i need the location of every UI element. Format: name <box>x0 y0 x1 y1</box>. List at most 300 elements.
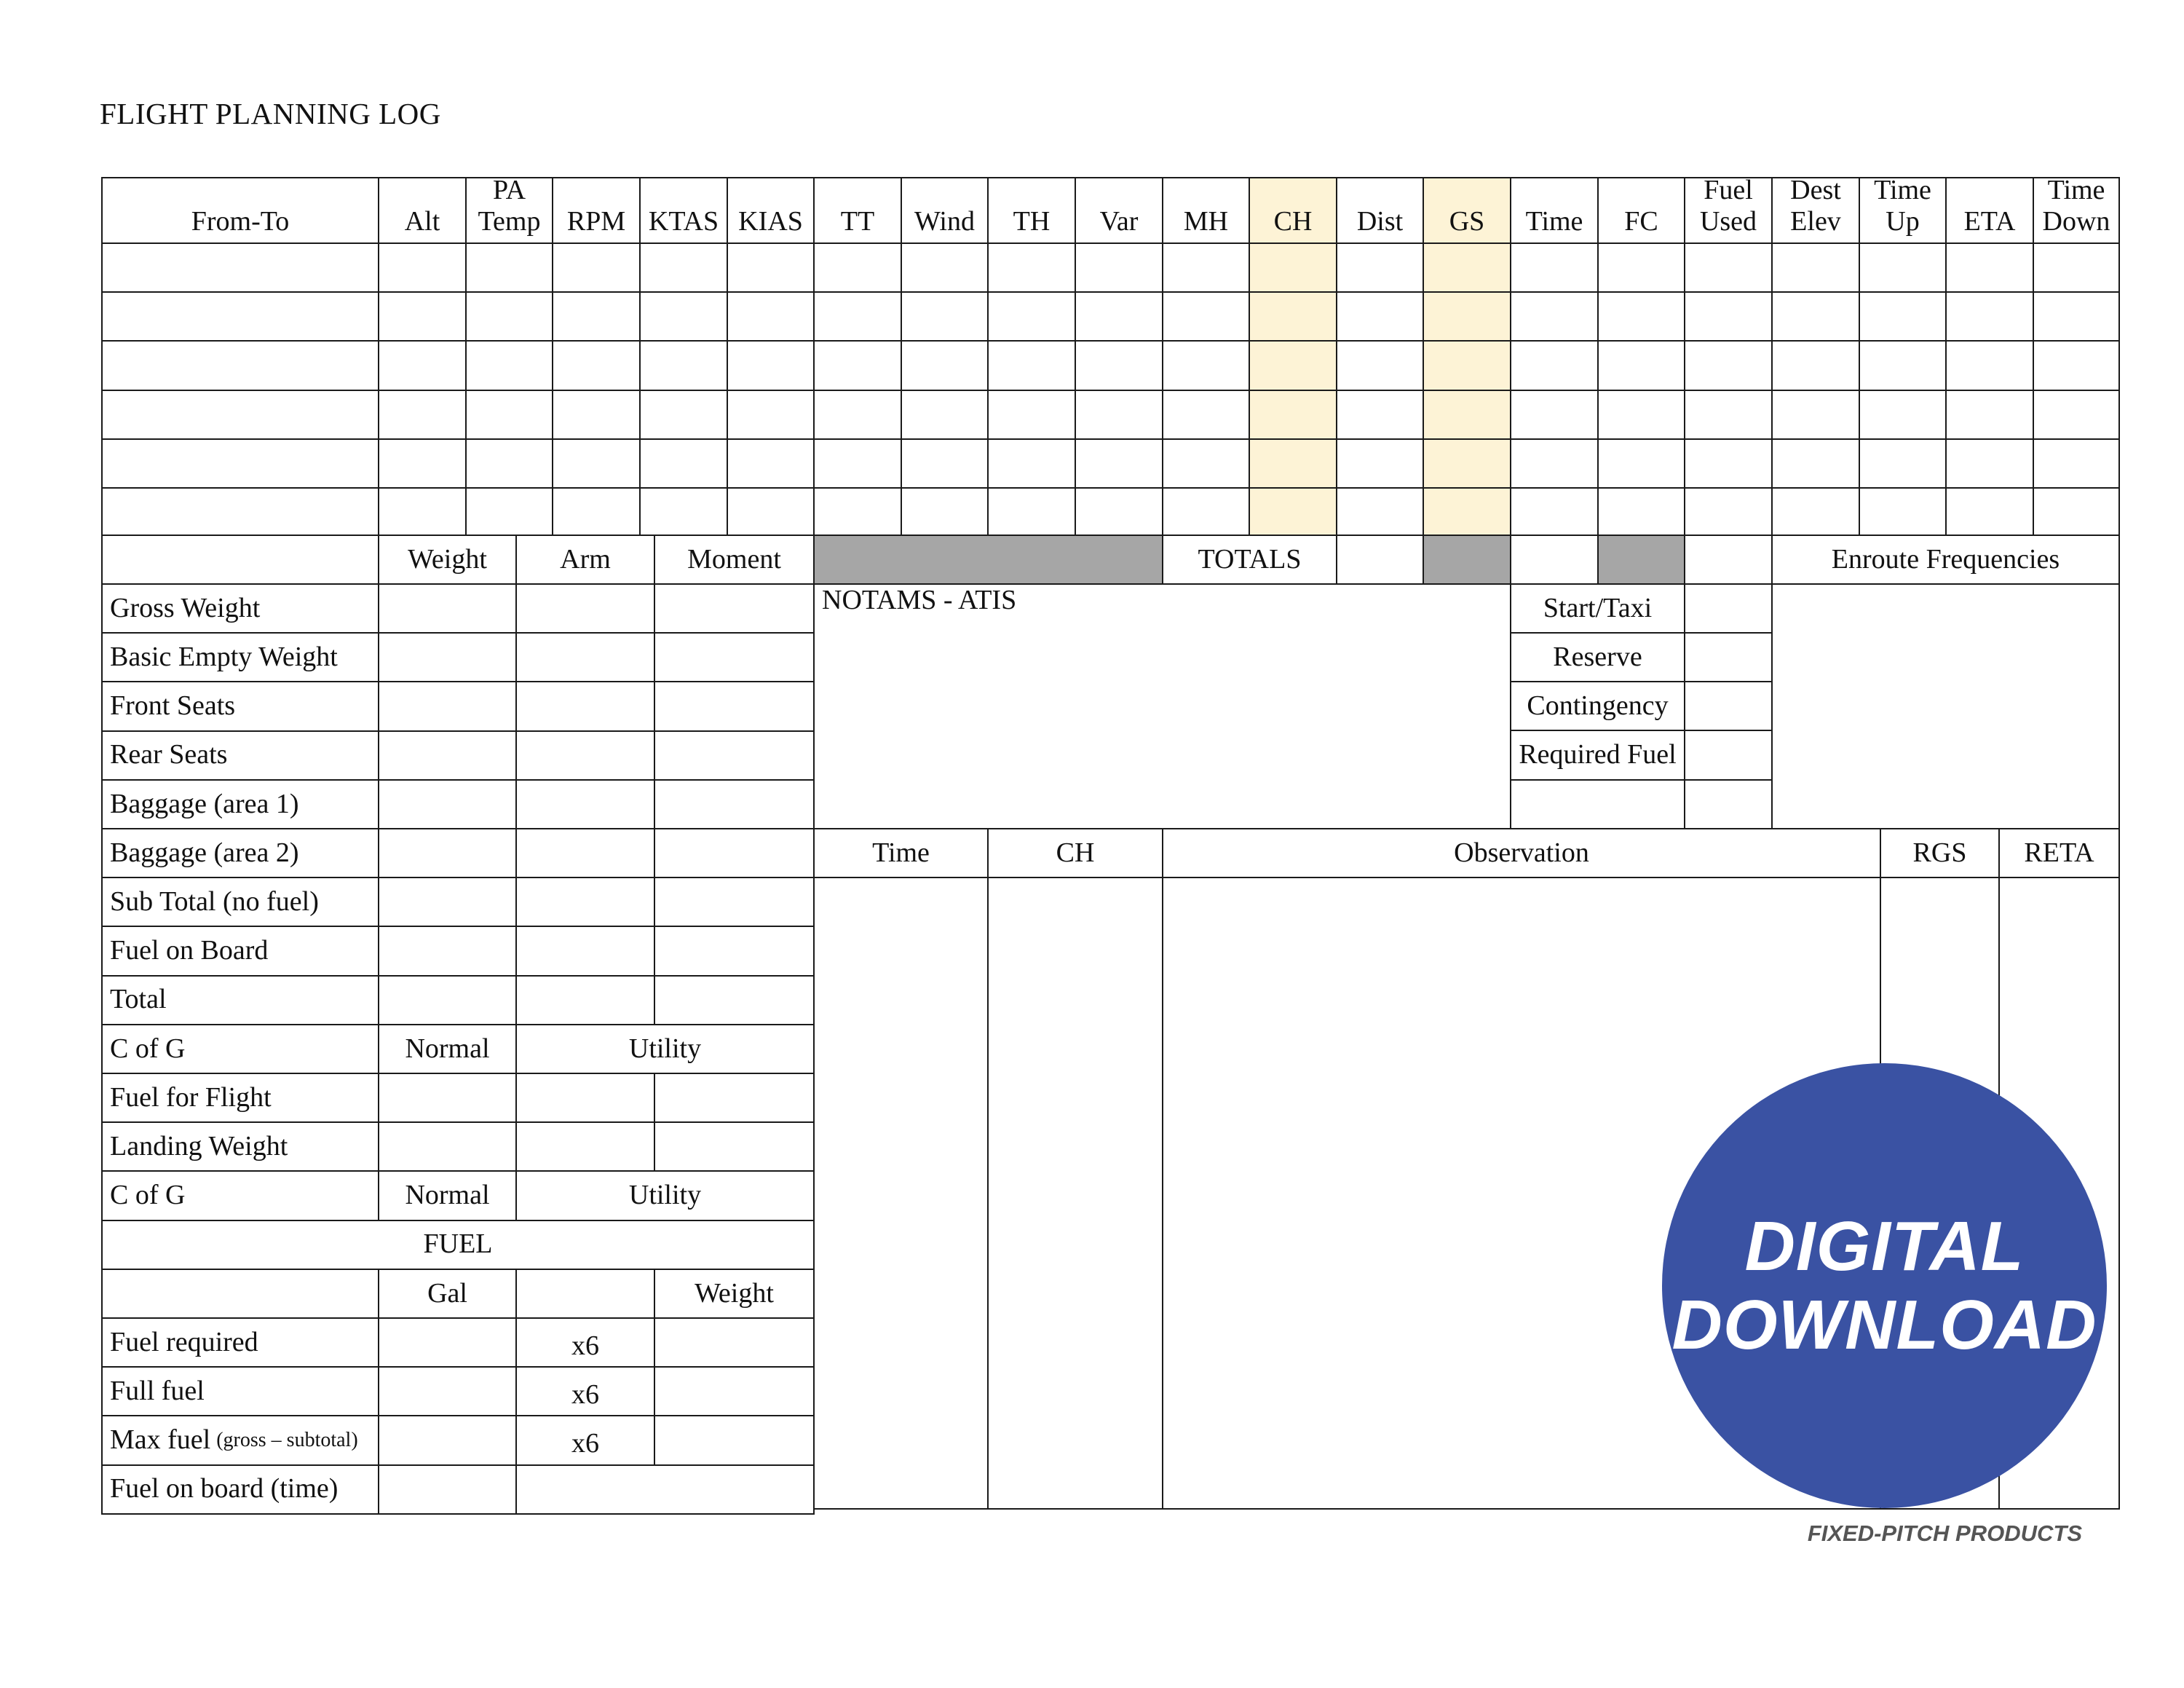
nav-entry-cell[interactable] <box>378 438 467 489</box>
fuel-plan-field[interactable] <box>1684 681 1773 731</box>
fuel-plan-label-blank <box>1510 779 1685 829</box>
nav-entry-cell[interactable] <box>1859 340 1947 390</box>
nav-entry-cell[interactable] <box>1945 340 2034 390</box>
nav-entry-cell[interactable] <box>639 390 728 440</box>
nav-entry-cell[interactable] <box>101 340 379 390</box>
nav-header-2 <box>465 177 553 244</box>
digital-download-badge <box>1662 1063 2107 1508</box>
nav-entry-cell[interactable] <box>1423 291 1511 342</box>
nav-entry-cell[interactable] <box>1162 487 1250 537</box>
nav-header-text <box>1700 177 1757 238</box>
fuel-plan-label-label: Reserve <box>1553 641 1642 672</box>
wb-row-label-label: Rear Seats <box>110 739 228 770</box>
nav-entry-cell[interactable] <box>1249 340 1337 390</box>
nav-entry-cell[interactable] <box>987 438 1076 489</box>
fuel-plan-label-label: Start/Taxi <box>1543 592 1653 623</box>
nav-entry-cell[interactable] <box>727 438 815 489</box>
nav-entry-cell[interactable] <box>552 340 641 390</box>
nav-entry-cell[interactable] <box>639 438 728 489</box>
nav-header-12 <box>1336 177 1424 244</box>
obs-header-3-label: RGS <box>1912 837 1967 868</box>
enroute-frequencies-box[interactable] <box>1771 583 2120 829</box>
obs-header-4 <box>1998 828 2120 878</box>
wb-arm-field[interactable] <box>515 583 655 634</box>
nav-entry-cell[interactable] <box>1597 340 1685 390</box>
nav-entry-cell[interactable] <box>1859 487 1947 537</box>
nav-entry-cell[interactable] <box>987 340 1076 390</box>
wb-moment-field[interactable] <box>654 583 815 634</box>
nav-header-16 <box>1684 177 1773 244</box>
nav-entry-cell[interactable] <box>1423 438 1511 489</box>
nav-entry-cell[interactable] <box>1684 438 1773 489</box>
nav-entry-cell[interactable] <box>2033 291 2120 342</box>
nav-entry-cell[interactable] <box>1336 242 1424 293</box>
wb-weight-field[interactable] <box>378 583 517 634</box>
nav-entry-cell[interactable] <box>1423 487 1511 537</box>
nav-entry-cell[interactable] <box>1597 291 1685 342</box>
nav-entry-cell[interactable] <box>987 242 1076 293</box>
nav-entry-cell[interactable] <box>813 487 902 537</box>
fuel-gal-field[interactable] <box>378 1317 517 1368</box>
wb-arm-field[interactable] <box>515 975 655 1025</box>
enroute-frequencies-label <box>1771 535 2120 585</box>
nav-entry-cell[interactable] <box>101 487 379 537</box>
fuel-multiplier <box>515 1366 655 1416</box>
nav-entry-cell[interactable] <box>2033 390 2120 440</box>
wb-moment-field[interactable] <box>654 632 815 682</box>
cg-utility <box>515 1024 815 1074</box>
obs-header-3 <box>1880 828 2000 878</box>
wb-moment-field[interactable] <box>654 681 815 731</box>
nav-entry-cell[interactable] <box>1597 390 1685 440</box>
nav-header-6 <box>813 177 902 244</box>
obs-column-0[interactable] <box>813 877 989 1510</box>
wb-row-label-label: Fuel for Flight <box>110 1081 272 1113</box>
nav-entry-cell[interactable] <box>1859 242 1947 293</box>
nav-entry-cell[interactable] <box>1510 390 1599 440</box>
enroute-frequencies-label-label: Enroute Frequencies <box>1831 543 2060 575</box>
nav-entry-cell[interactable] <box>378 390 467 440</box>
fuel-plan-label <box>1510 730 1685 781</box>
nav-header-text: KTAS <box>648 206 719 237</box>
nav-entry-cell[interactable] <box>101 438 379 489</box>
nav-entry-cell[interactable] <box>465 487 553 537</box>
fuel-title-label: FUEL <box>423 1228 493 1260</box>
wb-row-label <box>101 828 379 878</box>
cg-normal-label: Normal <box>405 1180 490 1211</box>
nav-entry-cell[interactable] <box>1249 291 1337 342</box>
fuel-multiplier <box>515 1415 655 1465</box>
nav-entry-cell[interactable] <box>1162 390 1250 440</box>
nav-entry-cell[interactable] <box>1510 291 1599 342</box>
nav-entry-cell[interactable] <box>1771 487 1860 537</box>
nav-header-text <box>1790 177 1841 238</box>
fuel-weight-field[interactable] <box>654 1415 815 1465</box>
nav-entry-cell[interactable] <box>465 390 553 440</box>
nav-header-text: Time <box>1525 206 1583 237</box>
total-time[interactable] <box>1510 535 1599 585</box>
wb-row-label <box>101 779 379 829</box>
nav-entry-cell[interactable] <box>2033 242 2120 293</box>
shaded-block <box>1597 535 1685 585</box>
fuel-title <box>101 1220 815 1270</box>
nav-entry-cell[interactable] <box>1771 438 1860 489</box>
shaded-block <box>813 535 1163 585</box>
nav-entry-cell[interactable] <box>639 291 728 342</box>
nav-entry-cell[interactable] <box>727 242 815 293</box>
nav-entry-cell[interactable] <box>813 291 902 342</box>
nav-header-line: Fuel <box>1704 177 1753 205</box>
nav-header-19 <box>1945 177 2034 244</box>
fuel-header-weight <box>654 1269 815 1319</box>
nav-header-18 <box>1859 177 1947 244</box>
brand-label: FIXED-PITCH PRODUCTS <box>1807 1521 2082 1546</box>
max-fuel-note: (gross – subtotal) <box>216 1428 358 1451</box>
wb-arm-field[interactable] <box>515 730 655 781</box>
wb-moment-field[interactable] <box>654 828 815 878</box>
nav-header-11 <box>1249 177 1337 244</box>
nav-entry-cell[interactable] <box>1075 242 1163 293</box>
wb-weight-field[interactable] <box>378 632 517 682</box>
nav-entry-cell[interactable] <box>2033 438 2120 489</box>
wb-weight-field[interactable] <box>378 730 517 781</box>
fuel-row-label <box>101 1366 379 1416</box>
nav-entry-cell[interactable] <box>1075 340 1163 390</box>
totals-label-label: TOTALS <box>1198 543 1302 575</box>
wb-row-label-label: Total <box>110 984 167 1015</box>
nav-entry-cell[interactable] <box>901 291 989 342</box>
nav-entry-cell[interactable] <box>1684 340 1773 390</box>
nav-entry-cell[interactable] <box>465 438 553 489</box>
wb-header-moment <box>654 535 815 585</box>
nav-entry-cell[interactable] <box>378 340 467 390</box>
wb-weight-field[interactable] <box>378 681 517 731</box>
nav-entry-cell[interactable] <box>465 340 553 390</box>
fuel-row-label <box>101 1464 379 1515</box>
nav-entry-cell[interactable] <box>1510 242 1599 293</box>
fuel-row-label-label: Fuel on board (time) <box>110 1473 339 1504</box>
nav-entry-cell[interactable] <box>1771 340 1860 390</box>
nav-header-text: Var <box>1099 206 1139 237</box>
nav-entry-cell[interactable] <box>1423 390 1511 440</box>
nav-entry-cell[interactable] <box>1684 291 1773 342</box>
total-dist[interactable] <box>1336 535 1424 585</box>
wb-row-label <box>101 1073 379 1123</box>
nav-entry-cell[interactable] <box>1945 438 2034 489</box>
nav-entry-cell[interactable] <box>1771 291 1860 342</box>
nav-entry-cell[interactable] <box>552 291 641 342</box>
nav-entry-cell[interactable] <box>1249 242 1337 293</box>
wb-weight-field[interactable] <box>378 975 517 1025</box>
wb-row-label-label: C of G <box>110 1180 186 1211</box>
nav-entry-cell[interactable] <box>1336 487 1424 537</box>
nav-entry-cell[interactable] <box>901 242 989 293</box>
nav-entry-cell[interactable] <box>987 291 1076 342</box>
notams-atis-box-label: NOTAMS - ATIS <box>822 585 1017 615</box>
wb-arm-field[interactable] <box>515 1073 655 1123</box>
nav-entry-cell[interactable] <box>813 438 902 489</box>
nav-entry-cell[interactable] <box>1771 242 1860 293</box>
badge-line-2: DOWNLOAD <box>1671 1285 2097 1364</box>
nav-header-20 <box>2033 177 2120 244</box>
fuel-weight-field[interactable] <box>654 1366 815 1416</box>
wb-row-label <box>101 632 379 682</box>
nav-entry-cell[interactable] <box>727 340 815 390</box>
nav-header-14 <box>1510 177 1599 244</box>
nav-entry-cell[interactable] <box>901 390 989 440</box>
nav-entry-cell[interactable] <box>1859 438 1947 489</box>
fuel-plan-field[interactable] <box>1684 730 1773 781</box>
nav-entry-cell[interactable] <box>639 242 728 293</box>
nav-entry-cell[interactable] <box>727 291 815 342</box>
obs-header-4-label: RETA <box>2024 837 2094 868</box>
nav-entry-cell[interactable] <box>1249 438 1337 489</box>
nav-header-text <box>478 177 541 238</box>
fuel-header-blank <box>515 1269 655 1319</box>
nav-entry-cell[interactable] <box>987 487 1076 537</box>
nav-entry-cell[interactable] <box>1423 340 1511 390</box>
nav-entry-cell[interactable] <box>1945 487 2034 537</box>
nav-header-text <box>2043 177 2110 238</box>
wb-header-blank <box>101 535 379 585</box>
total-fuel-used[interactable] <box>1684 535 1773 585</box>
obs-header-2 <box>1162 828 1881 878</box>
nav-entry-cell[interactable] <box>1510 438 1599 489</box>
wb-arm-field[interactable] <box>515 632 655 682</box>
nav-entry-cell[interactable] <box>1075 390 1163 440</box>
nav-entry-cell[interactable] <box>1684 242 1773 293</box>
wb-moment-field[interactable] <box>654 730 815 781</box>
nav-entry-cell[interactable] <box>1075 438 1163 489</box>
nav-header-0 <box>101 177 379 244</box>
nav-header-line: Dest <box>1790 177 1841 205</box>
nav-header-text: KIAS <box>738 206 803 237</box>
wb-row-label-label: Baggage (area 1) <box>110 788 299 819</box>
nav-header-line: Time <box>2047 177 2105 205</box>
nav-entry-cell[interactable] <box>1162 340 1250 390</box>
cg-utility <box>515 1170 815 1220</box>
nav-entry-cell[interactable] <box>901 487 989 537</box>
wb-row-label <box>101 730 379 781</box>
cg-utility-label: Utility <box>628 1180 702 1211</box>
nav-entry-cell[interactable] <box>639 340 728 390</box>
nav-entry-cell[interactable] <box>552 390 641 440</box>
nav-entry-cell[interactable] <box>1945 291 2034 342</box>
wb-row-label-label: Gross Weight <box>110 592 261 623</box>
wb-row-label <box>101 975 379 1025</box>
nav-header-line: Time <box>1874 177 1931 205</box>
nav-header-text: FC <box>1624 206 1658 237</box>
nav-header-15 <box>1597 177 1685 244</box>
obs-header-0 <box>813 828 989 878</box>
nav-header-text: MH <box>1183 206 1229 237</box>
nav-entry-cell[interactable] <box>1945 390 2034 440</box>
nav-entry-cell[interactable] <box>901 438 989 489</box>
wb-moment-field[interactable] <box>654 1121 815 1172</box>
wb-moment-field[interactable] <box>654 1073 815 1123</box>
wb-weight-field[interactable] <box>378 877 517 927</box>
totals-label <box>1162 535 1337 585</box>
nav-entry-cell[interactable] <box>1945 242 2034 293</box>
nav-entry-cell[interactable] <box>1249 390 1337 440</box>
fuel-time-field[interactable] <box>515 1464 815 1515</box>
nav-header-text: Wind <box>914 206 975 237</box>
wb-moment-field[interactable] <box>654 975 815 1025</box>
fuel-gal-field[interactable] <box>378 1366 517 1416</box>
nav-entry-cell[interactable] <box>1075 291 1163 342</box>
nav-entry-cell[interactable] <box>1859 291 1947 342</box>
nav-entry-cell[interactable] <box>813 242 902 293</box>
obs-header-1-label: CH <box>1056 837 1095 868</box>
fuel-header-gal-label: Gal <box>427 1277 467 1309</box>
nav-header-line: Temp <box>478 206 541 237</box>
nav-entry-cell[interactable] <box>2033 340 2120 390</box>
fuel-multiplier-label: x6 <box>571 1427 599 1459</box>
fuel-weight-field[interactable] <box>654 1317 815 1368</box>
wb-row-label-label: Baggage (area 2) <box>110 837 299 868</box>
wb-weight-field[interactable] <box>378 828 517 878</box>
nav-entry-cell[interactable] <box>813 340 902 390</box>
wb-moment-field[interactable] <box>654 926 815 976</box>
nav-entry-cell[interactable] <box>727 390 815 440</box>
nav-entry-cell[interactable] <box>2033 487 2120 537</box>
nav-entry-cell[interactable] <box>1510 340 1599 390</box>
nav-entry-cell[interactable] <box>378 291 467 342</box>
wb-row-label <box>101 877 379 927</box>
obs-column-1[interactable] <box>987 877 1163 1510</box>
fuel-row-label <box>101 1415 379 1465</box>
obs-header-0-label: Time <box>872 837 930 868</box>
nav-entry-cell[interactable] <box>1597 438 1685 489</box>
nav-entry-cell[interactable] <box>1336 291 1424 342</box>
nav-entry-cell[interactable] <box>1336 390 1424 440</box>
fuel-plan-label <box>1510 583 1685 634</box>
nav-entry-cell[interactable] <box>1597 487 1685 537</box>
cg-utility-label: Utility <box>628 1033 702 1064</box>
fuel-gal-field[interactable] <box>378 1464 517 1515</box>
wb-weight-field[interactable] <box>378 1121 517 1172</box>
wb-arm-field[interactable] <box>515 877 655 927</box>
wb-row-label <box>101 583 379 634</box>
wb-header-moment-label: Moment <box>687 543 781 575</box>
wb-row-label <box>101 926 379 976</box>
wb-moment-field[interactable] <box>654 779 815 829</box>
nav-entry-cell[interactable] <box>727 487 815 537</box>
nav-entry-cell[interactable] <box>813 390 902 440</box>
nav-entry-cell[interactable] <box>552 487 641 537</box>
badge-line-1: DIGITAL <box>1744 1207 2025 1285</box>
nav-header-text: TH <box>1013 206 1051 237</box>
nav-entry-cell[interactable] <box>1162 242 1250 293</box>
wb-arm-field[interactable] <box>515 681 655 731</box>
fuel-row-label-label: Max fuel <box>110 1424 211 1456</box>
nav-header-line: Down <box>2042 206 2110 237</box>
wb-row-label-label: Basic Empty Weight <box>110 641 338 672</box>
wb-moment-field[interactable] <box>654 877 815 927</box>
fuel-row-label-label: Full fuel <box>110 1375 205 1406</box>
wb-header-arm-label: Arm <box>560 543 611 575</box>
nav-entry-cell[interactable] <box>639 487 728 537</box>
nav-entry-cell[interactable] <box>1336 340 1424 390</box>
notams-atis-box <box>813 583 1511 829</box>
nav-entry-cell[interactable] <box>1684 487 1773 537</box>
nav-entry-cell[interactable] <box>987 390 1076 440</box>
fuel-row-label <box>101 1317 379 1368</box>
nav-entry-cell[interactable] <box>901 340 989 390</box>
nav-header-text <box>1874 177 1931 238</box>
nav-entry-cell[interactable] <box>1249 487 1337 537</box>
wb-row-label-label: Landing Weight <box>110 1130 288 1162</box>
wb-weight-field[interactable] <box>378 1073 517 1123</box>
fuel-plan-field[interactable] <box>1684 779 1773 829</box>
wb-arm-field[interactable] <box>515 779 655 829</box>
nav-entry-cell[interactable] <box>101 291 379 342</box>
wb-header-weight-label: Weight <box>408 543 487 575</box>
wb-row-label <box>101 1170 379 1220</box>
nav-entry-cell[interactable] <box>378 242 467 293</box>
fuel-plan-label <box>1510 632 1685 682</box>
fuel-gal-field[interactable] <box>378 1415 517 1465</box>
fuel-plan-label-label: Required Fuel <box>1519 739 1677 770</box>
wb-arm-field[interactable] <box>515 926 655 976</box>
wb-weight-field[interactable] <box>378 779 517 829</box>
wb-row-label-label: C of G <box>110 1033 186 1064</box>
nav-entry-cell[interactable] <box>1162 291 1250 342</box>
obs-header-1 <box>987 828 1163 878</box>
nav-entry-cell[interactable] <box>1771 390 1860 440</box>
nav-entry-cell[interactable] <box>1423 242 1511 293</box>
nav-entry-cell[interactable] <box>465 242 553 293</box>
nav-entry-cell[interactable] <box>552 242 641 293</box>
nav-entry-cell[interactable] <box>1859 390 1947 440</box>
fuel-row-label-label: Fuel required <box>110 1326 258 1357</box>
wb-row-label-label: Sub Total (no fuel) <box>110 886 319 917</box>
cg-normal <box>378 1170 517 1220</box>
nav-entry-cell[interactable] <box>552 438 641 489</box>
nav-header-text: ETA <box>1963 206 2016 237</box>
nav-entry-cell[interactable] <box>1075 487 1163 537</box>
nav-header-text: Dist <box>1356 206 1404 237</box>
nav-entry-cell[interactable] <box>101 390 379 440</box>
nav-header-17 <box>1771 177 1860 244</box>
nav-entry-cell[interactable] <box>465 291 553 342</box>
wb-weight-field[interactable] <box>378 926 517 976</box>
nav-entry-cell[interactable] <box>1597 242 1685 293</box>
fuel-plan-label-label: Contingency <box>1527 690 1669 721</box>
nav-header-line: Elev <box>1790 206 1841 237</box>
fuel-multiplier-label: x6 <box>571 1379 599 1410</box>
fuel-plan-field[interactable] <box>1684 632 1773 682</box>
fuel-plan-label <box>1510 681 1685 731</box>
nav-entry-cell[interactable] <box>101 242 379 293</box>
nav-entry-cell[interactable] <box>1684 390 1773 440</box>
fuel-multiplier <box>515 1317 655 1368</box>
fuel-multiplier-label: x6 <box>571 1330 599 1361</box>
cg-normal <box>378 1024 517 1074</box>
wb-arm-field[interactable] <box>515 828 655 878</box>
nav-header-text: CH <box>1273 206 1313 237</box>
cg-normal-label: Normal <box>405 1033 490 1064</box>
nav-entry-cell[interactable] <box>378 487 467 537</box>
nav-header-line: Used <box>1699 206 1757 237</box>
obs-header-2-label: Observation <box>1454 837 1589 868</box>
fuel-plan-field[interactable] <box>1684 583 1773 634</box>
nav-entry-cell[interactable] <box>1162 438 1250 489</box>
nav-entry-cell[interactable] <box>1510 487 1599 537</box>
wb-arm-field[interactable] <box>515 1121 655 1172</box>
nav-entry-cell[interactable] <box>1336 438 1424 489</box>
page-title: FLIGHT PLANNING LOG <box>100 97 441 130</box>
